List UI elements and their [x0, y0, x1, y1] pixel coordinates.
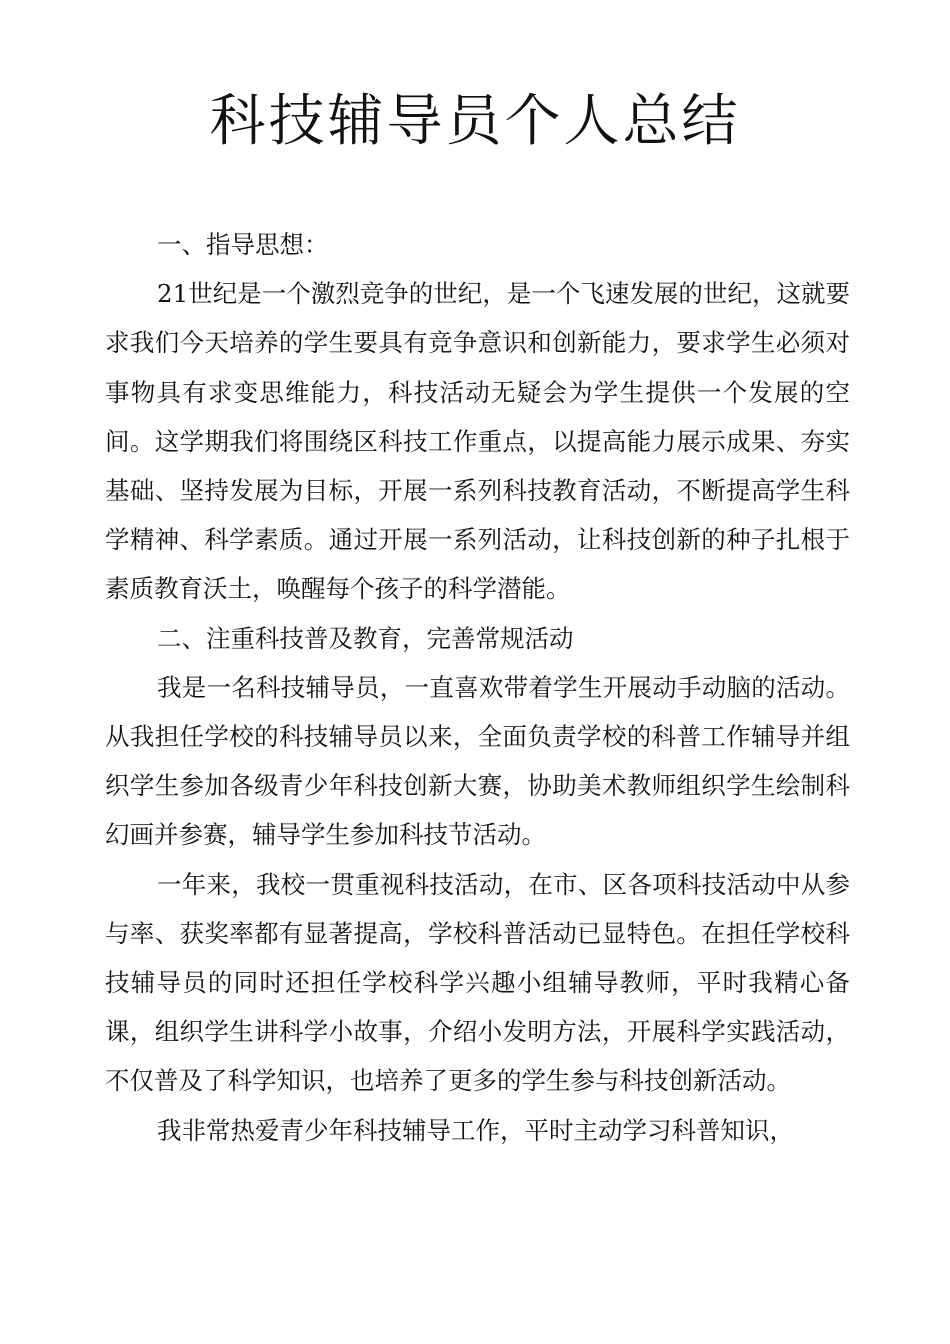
paragraph-21st-century: 21世纪是一个激烈竞争的世纪，是一个飞速发展的世纪，这就要求我们今天培养的学生要具有竞争意识和创新能力，要求学生必须对事物具有求变思维能力，科技活动无疑会为学生提供一个发展的空间。这学期我们将围绕区科技工作重点，以提高能力展示成果、夯实基础、坚持发展为目标，开展一系列科技教育活动，不断提高学生科学精神、科学素质。通过开展一系列活动，让科技创新的种子扎根于素质教育沃土，唤醒每个孩子的科学潜能。 — [105, 279, 850, 604]
section-heading-guiding-ideology: 一、指导思想： — [157, 230, 329, 259]
paragraph-year-review: 一年来，我校一贯重视科技活动，在市、区各项科技活动中从参与率、获奖率都有显著提高，学校科普活动已显特色。在担任学校科技辅导员的同时还担任学校科学兴趣小组辅导教师，平时我精心备课，组织学生讲科学小故事，介绍小发明方法，开展科学实践活动，不仅普及了科学知识，也培养了更多的学生参与科技创新活动。 — [105, 869, 850, 1096]
paragraph-counselor-role: 我是一名科技辅导员，一直喜欢带着学生开展动手动脑的活动。从我担任学校的科技辅导员以来，全面负责学校的科普工作辅导并组织学生参加各级青少年科技创新大赛，协助美术教师组织学生绘制科幻画并参赛，辅导学生参加科技节活动。 — [105, 672, 850, 850]
document-body — [105, 220, 850, 1155]
section-heading-science-popularization: 二、注重科技普及教育，完善常规活动 — [157, 623, 574, 653]
document-title: 科技辅导员个人总结 — [209, 89, 741, 154]
paragraph-passion-for-work: 我非常热爱青少年科技辅导工作，平时主动学习科普知识， — [157, 1115, 794, 1145]
